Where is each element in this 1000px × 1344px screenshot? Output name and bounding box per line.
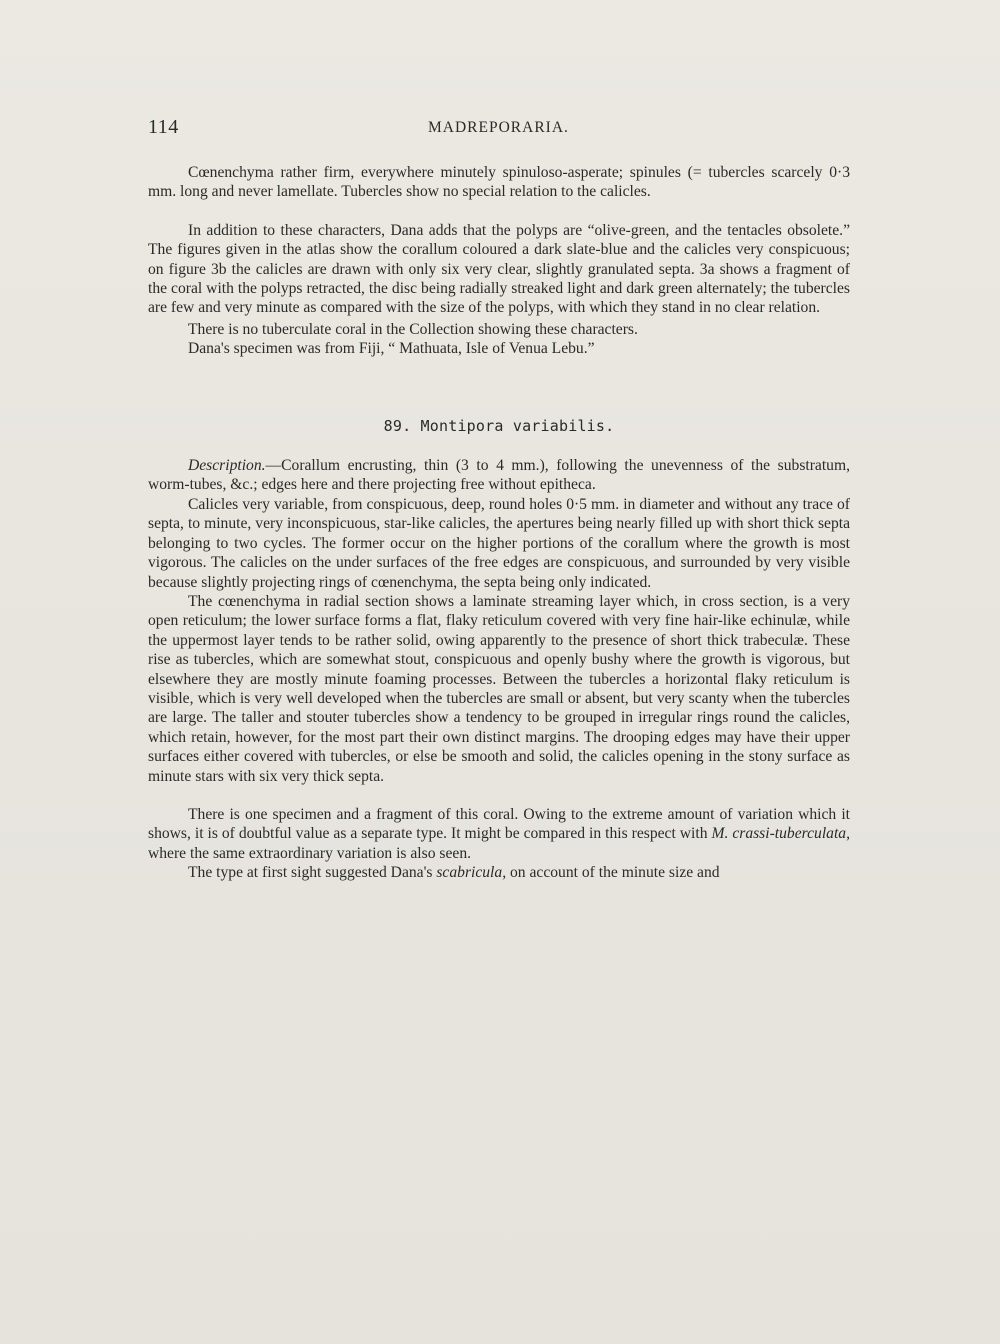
paragraph-type-suggestion (148, 863, 850, 882)
page-number: 114 (148, 116, 179, 138)
page-body (148, 163, 850, 883)
paragraph-dana-characters: In addition to these characters, Dana adds that the polyps are “olive-green, and the tentacles obsolete.” The figures given in the atlas show the corallum coloured a dark slate-blue and the calicles very conspicuous; on figure 3b the calicles are drawn with only six very clear, slightly granulated septa. 3a shows a fragment of the coral with the polyps retracted, the disc being radially streaked light and dark green alternately; the tubercles are few and very minute as compared with the size of the polyps, with which they stand in no clear relation. (148, 221, 850, 317)
species-name-crassi: M. crassi-tuberculata, (711, 825, 850, 843)
paragraph-dana-specimen: Dana's specimen was from Fiji, “ Mathuata, Isle of Venua Lebu.” (188, 340, 595, 358)
paragraph-specimen-note (148, 805, 850, 863)
paragraph-collection-note: There is no tuberculate coral in the Collection showing these characters. (188, 320, 638, 338)
section-title: 89. Montipora variabilis. (383, 416, 615, 435)
paragraph-calicles: Calicles very variable, from conspicuous, deep, round holes 0·5 mm. in diameter and without any trace of septa, to minute, very inconspicuous, star-like calicles, the apertures being nearly filled up with short thick septa belonging to two cycles. The former occur on the higher portions of the corallum where the growth is most vigorous. The calicles on the under surfaces of the free edges are conspicuous, and surrounded by very visible because slightly projecting rings of cœnenchyma, the septa being only indicated. (148, 495, 850, 591)
paragraph-coenenchyma: Cœnenchyma rather firm, everywhere minutely spinuloso-asperate; spinules (= tubercles scarcely 0·3 mm. long and never lamellate. Tubercles show no special relation to the calicles. (148, 164, 850, 201)
type-text-b: on account of the minute size and (506, 864, 720, 882)
paragraph-coenenchyma-section: The cœnenchyma in radial section shows a laminate streaming layer which, in cross section, is a very open reticulum; the lower surface forms a flat, flaky reticulum covered with very fine hair-like echinulæ, while the uppermost layer tends to be rather solid, owing apparently to the presence of short thick trabeculæ. These rise as tubercles, which are somewhat stout, conspicuous and openly bushy where the growth is vigorous, but elsewhere they are mostly minute foaming processes. Between the tubercles a horizontal flaky reticulum is visible, which is very well developed when the tubercles are small or absent, but very scanty when the tubercles are large. The taller and stouter tubercles show a tendency to be grouped in irregular rings round the calicles, which retain, however, for the most part their own distinct margins. The drooping edges may have their upper surfaces either covered with tubercles, or else be smooth and solid, the calicles opening in the stony surface as minute stars with six very thick septa. (148, 592, 850, 785)
specimen-text-a: There is one specimen and a fragment of this coral. Owing to the extreme amount of variation which it shows, it is of doubtful value as a separate type. It might be compared in this respect with (148, 805, 850, 843)
description-text: —Corallum encrusting, thin (3 to 4 mm.), following the unevenness of the substratum, worm-tubes, &c.; edges here and there projecting free without epitheca. (148, 457, 850, 494)
paragraph-description (148, 456, 850, 495)
type-text-a: The type at first sight suggested Dana's (188, 864, 437, 882)
description-label: Description. (188, 457, 266, 475)
specimen-text-b: where the same extraordinary variation is also seen. (148, 844, 472, 862)
running-head: MADREPORARIA. (428, 119, 569, 136)
page-header (148, 116, 848, 144)
species-name-scabricula: scabricula, (436, 864, 507, 882)
